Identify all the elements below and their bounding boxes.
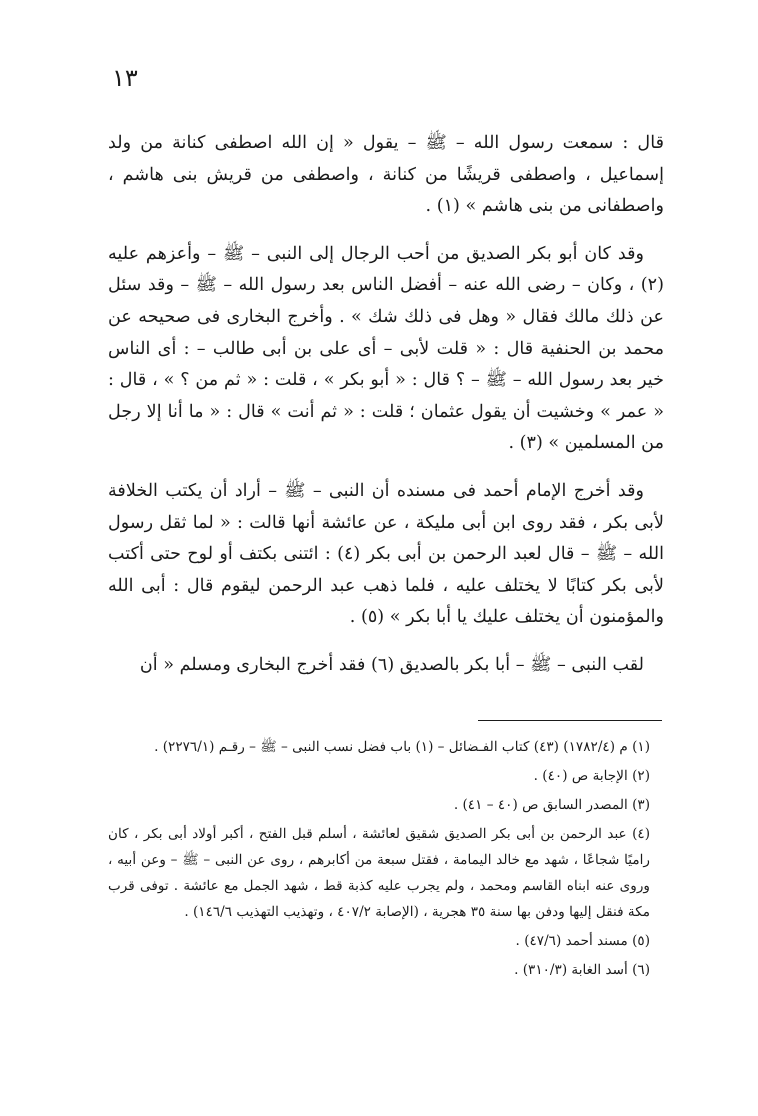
- footnote-5: (٥) مسند أحمد (٤٧/٦) .: [515, 933, 650, 949]
- page-number: ١٣: [112, 64, 138, 92]
- footnote-1: (١) م (١٧٨٢/٤) (٤٣) كتاب الفـضائل – (١) باب فضل نسب النبى – ﷺ – رقـم (٢٢٧٦/١) .: [154, 739, 650, 755]
- main-text: [108, 128, 664, 682]
- footnote-separator: [478, 720, 662, 721]
- paragraph-3: وقد أخرج الإمام أحمد فى مسنده أن النبى – ﷺ – أراد أن يكتب الخلافة لأبى بكر ، فقد روى ابن أبى مليكة ، عن عائشة أنها قالت : « لما ثقل رسول الله – ﷺ – قال لعبد الرحمن بن أبى بكر (٤) : ائتنى بكتف أو لوح حتى أكتب لأبى بكر كتابًا لا يختلف عليه ، فلما ذهب عبد الرحمن ليقوم قال : أبى الله والمؤمنون أن يختلف عليك يا أبا بكر » (٥) .: [108, 480, 665, 628]
- paragraph-4: لقب النبى – ﷺ – أبا بكر بالصديق (٦) فقد أخرج البخارى ومسلم « أن: [139, 654, 644, 675]
- footnote-2: (٢) الإجابة ص (٤٠) .: [533, 768, 650, 784]
- paragraph-2: وقد كان أبو بكر الصديق من أحب الرجال إلى النبى – ﷺ – وأعزهم عليه (٢) ، وكان – رضى الله عنه – أفضل الناس بعد رسول الله – ﷺ – وقد سئل عن ذلك مالك فقال « وهل فى ذلك شك » . وأخرج البخارى فى صحيحه عن محمد بن الحنفية قال : « قلت لأبى – أى على بن أبى طالب – : أى الناس خير بعد رسول الله – ﷺ – ؟ قال : « أبو بكر » ، قلت : « ثم من ؟ » ، قال : « عمر » وخشيت أن يقول عثمان ؛ قلت : « ثم أنت » قال : « ما أنا إلا رجل من المسلمين » (٣) .: [108, 243, 664, 454]
- footnote-6: (٦) أسد الغابة (٣١٠/٣) .: [514, 962, 650, 978]
- footnotes: [108, 734, 664, 986]
- footnote-4: (٤) عبد الرحمن بن أبى بكر الصديق شقيق لعائشة ، أسلم قبل الفتح ، أكبر أولاد أبى بكر ، كان راميًا شجاعًا ، شهد مع خالد اليمامة ، فقتل سبعة من أكابرهم ، روى عن النبى – ﷺ – وعن أبيه ، وروى عنه ابناه القاسم ومحمد ، ولم يجرب عليه كذبة قط ، شهد الجمل مع عائشة . توفى قرب مكة فنقل إليها ودفن بها سنة ٣٥ هجرية ، (الإصابة ٤٠٧/٢ ، وتهذيب التهذيب ١٤٦/٦) .: [108, 826, 650, 920]
- paragraph-1: قال : سمعت رسول الله – ﷺ – يقول « إن الله اصطفى كنانة من ولد إسماعيل ، واصطفى قريشًا من كنانة ، واصطفى من قريش بنى هاشم ، واصطفانى من بنى هاشم » (١) .: [108, 133, 664, 217]
- footnote-3: (٣) المصدر السابق ص (٤٠ – ٤١) .: [453, 797, 650, 813]
